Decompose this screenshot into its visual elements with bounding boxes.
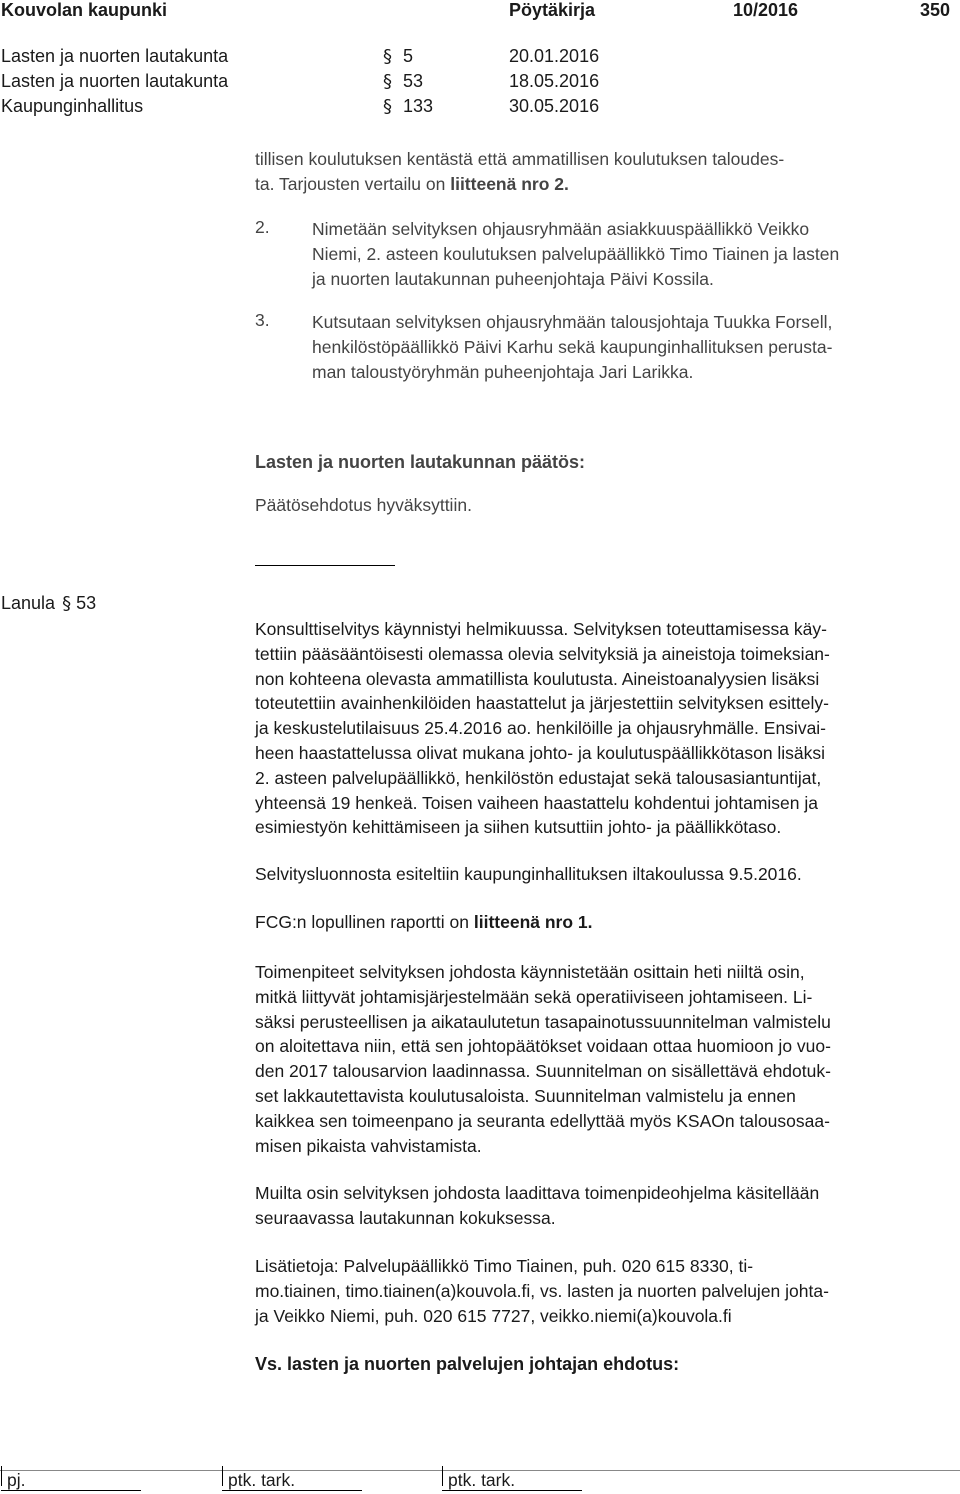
text-line: Kutsutaan selvityksen ohjausryhmään talousjohtaja Tuukka Forsell, bbox=[312, 312, 833, 332]
text-line: kaikkea sen toimeenpano ja seuranta edellyttää myös KSAOn talousosaa- bbox=[255, 1110, 830, 1131]
meeting-body: Lasten ja nuorten lautakunta bbox=[1, 71, 229, 91]
signature-line bbox=[1, 1490, 141, 1491]
section-symbol: § bbox=[383, 71, 392, 92]
body-paragraph bbox=[255, 1181, 955, 1231]
footer-tick bbox=[222, 1466, 225, 1486]
section-number: 53 bbox=[76, 593, 97, 613]
proposal-heading: Vs. lasten ja nuorten palvelujen johtajan ehdotus: bbox=[255, 1354, 680, 1374]
text-line: esimiestyön kehittämiseen ja siihen kutsuttiin johto- ja päällikkötaso. bbox=[255, 817, 782, 838]
body-paragraph bbox=[255, 960, 955, 1158]
text-line: toteutettiin avainhenkilöiden haastattelut ja järjestettiin selvityksen esittely- bbox=[255, 693, 829, 714]
body-paragraph bbox=[255, 862, 955, 887]
meeting-date: 18.05.2016 bbox=[509, 71, 600, 91]
text-line: mo.tiainen, timo.tiainen(a)kouvola.fi, vs. lasten ja nuorten palvelujen johta- bbox=[255, 1280, 829, 1301]
footer-signature-chair: pj. bbox=[7, 1470, 26, 1490]
issue-number: 10/2016 bbox=[733, 0, 799, 20]
continuation-paragraph bbox=[255, 147, 955, 197]
signature-line bbox=[222, 1490, 362, 1491]
item-number: 3. bbox=[255, 310, 270, 330]
text-line: Nimetään selvityksen ohjausryhmään asiakkuuspäällikkö Veikko bbox=[312, 219, 810, 239]
text-line: yhteensä 19 henkeä. Toisen vaiheen haastattelu kohdentui johtamisen ja bbox=[255, 792, 818, 813]
footer-tick bbox=[1, 1466, 4, 1486]
footer-signature-checker: ptk. tark. bbox=[228, 1470, 296, 1490]
body-paragraph bbox=[255, 910, 955, 935]
text-line: on aloitettava niin, että sen johtopäätökset voidaan ottaa huomioon jo vuo- bbox=[255, 1036, 831, 1057]
text-line: Muilta osin selvityksen johdosta laadittava toimenpideohjelma käsitellään bbox=[255, 1183, 820, 1203]
text-span: ta. Tarjousten vertailu on bbox=[255, 173, 451, 194]
meeting-body: Kaupunginhallitus bbox=[1, 96, 144, 116]
text-line: tettiin pääsääntöisesti olemassa olevia selvityksiä ja aineistoja toimeksian- bbox=[255, 643, 830, 664]
text-line: henkilöstöpäällikkö Päivi Karhu sekä kaupunginhallituksen perusta- bbox=[312, 336, 833, 357]
footer-tick bbox=[442, 1466, 445, 1486]
page-number: 350 bbox=[920, 0, 951, 20]
meeting-section-number: 53 bbox=[403, 71, 424, 91]
text-line: Selvitysluonnosta esiteltiin kaupunginhallituksen iltakoulussa 9.5.2016. bbox=[255, 864, 802, 884]
text-line bbox=[255, 172, 955, 197]
item-number: 2. bbox=[255, 217, 270, 237]
section-symbol: § bbox=[62, 593, 72, 614]
decision-text: Päätösehdotus hyväksyttiin. bbox=[255, 495, 472, 515]
text-line: ja keskustelutilaisuus 25.4.2016 ao. henkilöille ja ohjausryhmälle. Ensivai- bbox=[255, 718, 827, 739]
text-line: tillisen koulutuksen kentästä että ammatillisen koulutuksen taloudes- bbox=[255, 149, 785, 169]
numbered-item bbox=[312, 217, 960, 291]
meeting-body: Lasten ja nuorten lautakunta bbox=[1, 46, 229, 66]
attachment-reference: liitteenä nro 1. bbox=[473, 912, 593, 932]
section-name: Lanula bbox=[1, 593, 56, 613]
body-paragraph bbox=[255, 1254, 955, 1328]
text-line: Lisätietoja: Palvelupäällikkö Timo Tiainen, puh. 020 615 8330, ti- bbox=[255, 1256, 754, 1276]
text-line: säksi perusteellisen ja aikataulutetun tasapainotussuunnitelman valmistelu bbox=[255, 1011, 831, 1032]
numbered-item bbox=[312, 310, 960, 384]
text-line: heen haastattelussa olivat mukana johto- ja koulutuspäällikkötason lisäksi bbox=[255, 742, 826, 763]
body-paragraph bbox=[255, 617, 955, 840]
text-span: FCG:n lopullinen raportti on bbox=[255, 912, 474, 932]
organization-name: Kouvolan kaupunki bbox=[1, 0, 168, 20]
meeting-date: 20.01.2016 bbox=[509, 46, 600, 66]
meeting-date: 30.05.2016 bbox=[509, 96, 600, 116]
text-line: Toimenpiteet selvityksen johdosta käynnistetään osittain heti niiltä osin, bbox=[255, 962, 805, 982]
section-symbol: § bbox=[383, 46, 392, 67]
document-type: Pöytäkirja bbox=[509, 0, 596, 20]
text-line: mitkä liittyvät johtamisjärjestelmään sekä operatiiviseen johtamiseen. Li- bbox=[255, 986, 813, 1007]
separator-line bbox=[255, 565, 395, 566]
meeting-section-number: 133 bbox=[403, 96, 434, 116]
signature-line bbox=[442, 1490, 582, 1491]
section-symbol: § bbox=[383, 96, 392, 117]
text-line: 2. asteen palvelupäällikkö, henkilöstön edustajat sekä talousasiantuntijat, bbox=[255, 767, 822, 788]
text-line: non kohteena olevasta ammatillista koulutusta. Aineistoanalyysien lisäksi bbox=[255, 668, 820, 689]
text-line: den 2017 talousarvion laadinnassa. Suunnitelman on sisällettävä ehdotuk- bbox=[255, 1061, 831, 1082]
text-line: Niemi, 2. asteen koulutuksen palvelupäällikkö Timo Tiainen ja lasten bbox=[312, 243, 840, 264]
meeting-section-number: 5 bbox=[403, 46, 414, 66]
text-line: seuraavassa lautakunnan kokuksessa. bbox=[255, 1207, 556, 1228]
section-label bbox=[1, 593, 96, 614]
text-line bbox=[255, 910, 955, 935]
text-line: set lakkautettavista koulutusaloista. Suunnitelman valmistelu ja ennen bbox=[255, 1085, 796, 1106]
text-line: ja Veikko Niemi, puh. 020 615 7727, veikko.niemi(a)kouvola.fi bbox=[255, 1305, 732, 1326]
text-line: misen pikaista vahvistamista. bbox=[255, 1135, 482, 1156]
decision-heading: Lasten ja nuorten lautakunnan päätös: bbox=[255, 452, 586, 472]
text-line: Konsulttiselvitys käynnistyi helmikuussa. Selvityksen toteuttamisessa käy- bbox=[255, 619, 827, 639]
text-line: ja nuorten lautakunnan puheenjohtaja Päivi Kossila. bbox=[312, 268, 714, 289]
footer-signature-checker: ptk. tark. bbox=[448, 1470, 516, 1490]
attachment-reference: liitteenä nro 2. bbox=[450, 173, 569, 194]
text-line: man taloustyöryhmän puheenjohtaja Jari Larikka. bbox=[312, 361, 694, 382]
